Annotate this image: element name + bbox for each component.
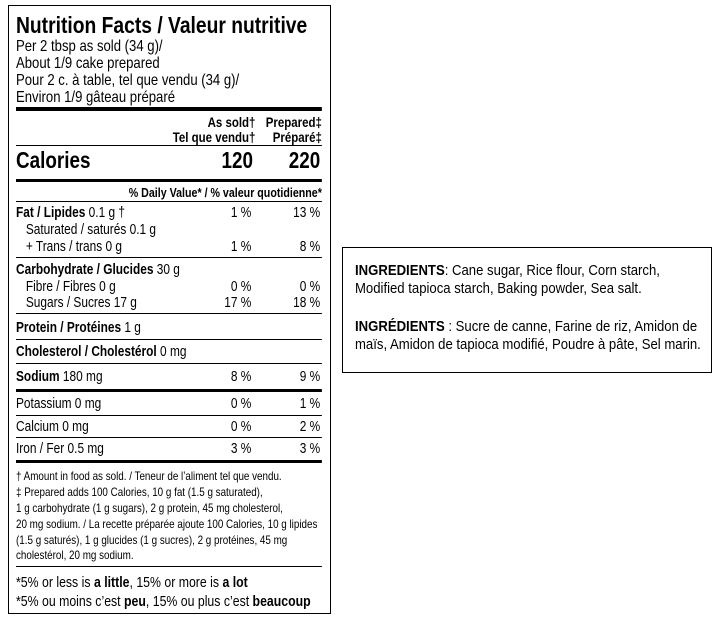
dv-prepared: 3 % (299, 441, 321, 457)
dv-prepared: 2 % (299, 419, 321, 435)
nutrient-row-sodium (16, 369, 322, 385)
dv-as-sold: 17 % (224, 295, 252, 311)
nutrient-row-carbohydrate (16, 262, 322, 278)
nutrient-amount: 1 g (124, 320, 141, 336)
nutrient-row-trans (16, 239, 322, 255)
nutrient-row-fibre (16, 279, 322, 295)
nutrition-facts-content (16, 0, 322, 620)
daily-value-note-en (16, 574, 322, 592)
note-text: *5% or less is (16, 574, 91, 591)
thick-divider (16, 179, 322, 182)
column-as-sold-fr: Tel que vendu† (172, 128, 256, 145)
nutrient-row-cholesterol (16, 344, 322, 360)
nutrient-row-saturated (16, 222, 322, 238)
serving-line: About 1/9 cake prepared (16, 55, 160, 72)
nutrition-facts-panel (0, 0, 340, 620)
nutrient-amount: 0 mg (160, 344, 187, 360)
ingredients-fr-heading: INGRÉDIENTS (354, 317, 445, 335)
divider (16, 339, 322, 340)
nutrient-text: Iron / Fer 0.5 mg (16, 441, 104, 457)
nutrient-amount: 30 g (156, 262, 180, 278)
nutrient-row-potassium (16, 396, 322, 412)
daily-value-header: % Daily Value* / % valeur quotidienne* (128, 185, 322, 200)
nutrient-row-protein (16, 320, 322, 336)
serving-line: Per 2 tbsp as sold (34 g)/ (16, 38, 163, 55)
note-emphasis: a little (93, 574, 130, 591)
nutrition-facts-title: Nutrition Facts / Valeur nutritive (16, 12, 308, 38)
footnote-line: (1.5 g saturés), 1 g glucides (1 g sucres), 2 g protéines, 45 mg (16, 533, 288, 547)
nutrient-amount: 0.1 g † (88, 205, 126, 221)
footnote-line: cholestérol, 20 mg sodium. (16, 548, 134, 562)
ingredients-en-line (355, 262, 660, 280)
dv-as-sold: 8 % (230, 369, 252, 385)
column-header-fr (16, 130, 322, 145)
nutrient-row-calcium (16, 419, 322, 435)
column-prepared-fr: Préparé‡ (272, 128, 322, 145)
footnote-line: † Amount in food as sold. / Teneur de l’aliment tel que vendu. (16, 469, 282, 483)
nutrient-row-fat (16, 205, 322, 221)
note-text: , 15% or more is (129, 574, 220, 591)
ingredients-fr-text: maïs, Amidon de tapioca modifié, Poudre à pâte, Sel marin. (354, 335, 701, 353)
note-emphasis: peu (124, 593, 146, 610)
footnote-line: 20 mg sodium. / La recette préparée ajoute 100 Calories, 10 g lipides (16, 517, 318, 531)
nutrient-text: Saturated / saturés 0.1 g (25, 222, 157, 238)
divider (16, 566, 322, 567)
dv-as-sold: 1 % (230, 205, 252, 221)
calories-as-sold: 120 (221, 147, 253, 173)
calories-row (16, 147, 322, 173)
nutrient-name: Protein / Protéines (16, 320, 122, 336)
divider (16, 437, 322, 438)
ingredients-fr-line (355, 336, 701, 354)
divider (16, 313, 322, 314)
divider (16, 201, 322, 202)
daily-value-note-fr (16, 593, 322, 611)
ingredients-panel (342, 247, 712, 373)
ingredients-en-line (355, 280, 642, 298)
note-emphasis: a lot (222, 574, 248, 591)
calories-label: Calories (16, 147, 91, 173)
nutrient-text: Calcium 0 mg (16, 419, 89, 435)
footnote-line: ‡ Prepared adds 100 Calories, 10 g fat (1.5 g saturated), (16, 485, 263, 499)
divider (16, 145, 322, 146)
nutrient-text: Sugars / Sucres 17 g (25, 295, 137, 311)
thick-divider (16, 107, 322, 111)
nutrient-name: Carbohydrate / Glucides (16, 262, 154, 278)
dv-as-sold: 0 % (230, 396, 252, 412)
note-text: *5% ou moins c’est (16, 593, 121, 610)
nutrient-name: Sodium (16, 369, 60, 385)
thick-divider (16, 460, 322, 463)
nutrient-text: Fibre / Fibres 0 g (25, 279, 116, 295)
serving-line: Environ 1/9 gâteau préparé (16, 89, 176, 106)
nutrient-row-iron (16, 441, 322, 457)
nutrient-amount: 180 mg (62, 369, 103, 385)
note-text: , 15% ou plus c’est (145, 593, 250, 610)
ingredients-fr-line (355, 318, 697, 336)
nutrient-text: Potassium 0 mg (16, 396, 102, 412)
dv-prepared: 9 % (299, 369, 321, 385)
nutrient-name: Fat / Lipides (16, 205, 86, 221)
column-header-en (16, 115, 322, 130)
divider (16, 257, 322, 258)
serving-line: Pour 2 c. à table, tel que vendu (34 g)/ (16, 72, 240, 89)
nutrient-name: Cholesterol / Cholestérol (16, 344, 157, 360)
dv-prepared: 1 % (299, 396, 321, 412)
column-as-sold-en: As sold† (207, 113, 256, 130)
divider (16, 363, 322, 364)
nutrient-row-sugars (16, 295, 322, 311)
ingredients-en-text: Modified tapioca starch, Baking powder, Sea salt. (354, 279, 642, 297)
dv-as-sold: 1 % (230, 239, 252, 255)
nutrient-text: + Trans / trans 0 g (25, 239, 123, 255)
ingredients-en-text: : Cane sugar, Rice flour, Corn starch, (444, 261, 660, 279)
divider (16, 415, 322, 416)
dv-prepared: 0 % (299, 279, 321, 295)
footnote-line: 1 g carbohydrate (1 g sugars), 2 g protein, 45 mg cholesterol, (16, 501, 283, 515)
thick-divider (16, 389, 322, 392)
dv-as-sold: 0 % (230, 419, 252, 435)
dv-as-sold: 0 % (230, 279, 252, 295)
dv-prepared: 18 % (293, 295, 321, 311)
note-emphasis: beaucoup (252, 593, 311, 610)
dv-prepared: 13 % (293, 205, 321, 221)
dv-prepared: 8 % (299, 239, 321, 255)
calories-prepared: 220 (288, 147, 321, 173)
dv-as-sold: 3 % (230, 441, 252, 457)
ingredients-fr-text: : Sucre de canne, Farine de riz, Amidon de (447, 317, 697, 335)
ingredients-en-heading: INGREDIENTS (354, 261, 445, 279)
column-prepared-en: Prepared‡ (265, 113, 322, 130)
